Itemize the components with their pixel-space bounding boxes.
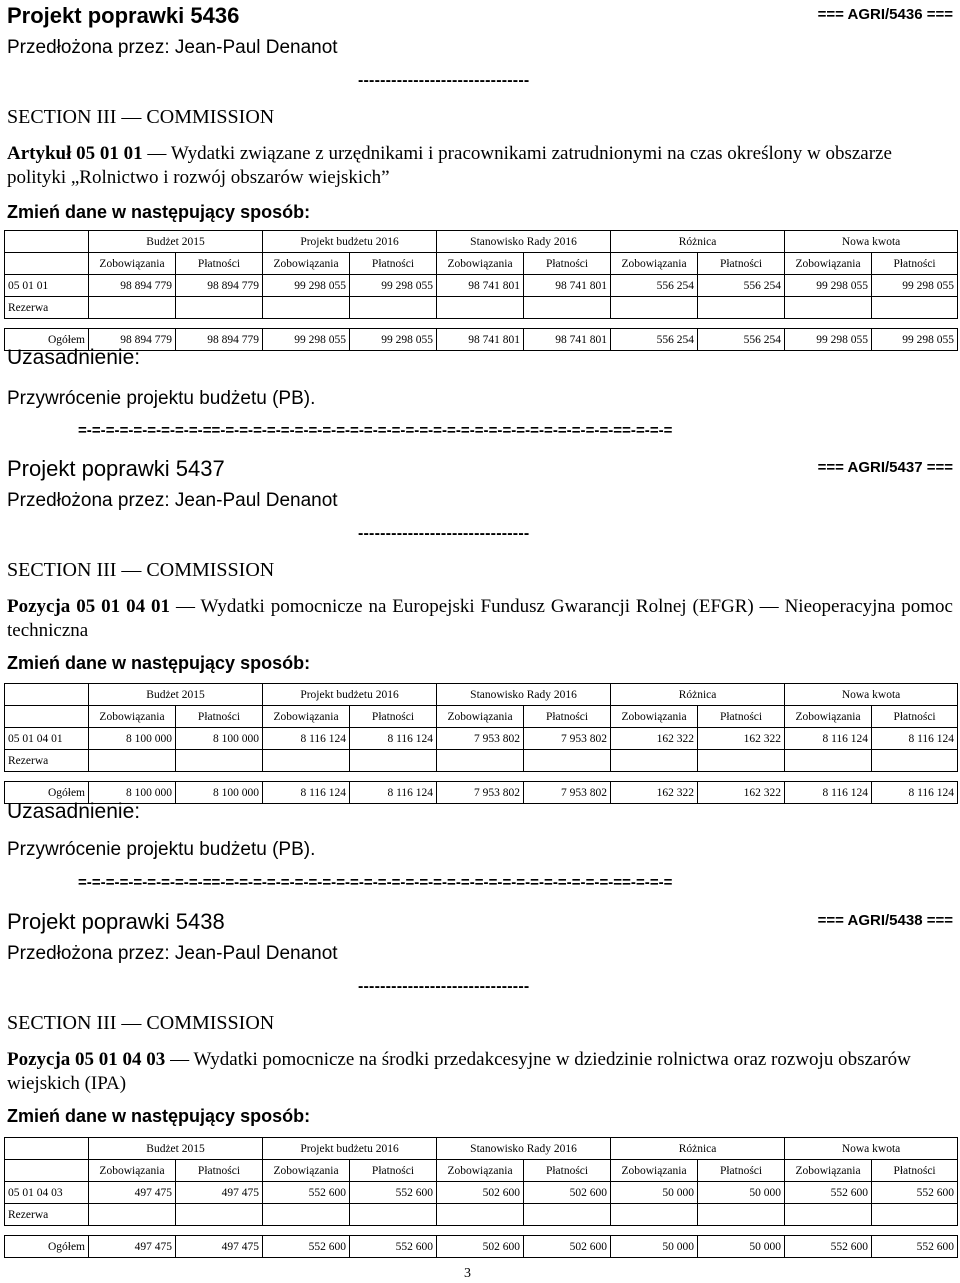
cell: 502 600: [524, 1236, 611, 1258]
justification-label: Uzasadnienie:: [7, 346, 141, 369]
separator-line: =-=-=-=-=-=-=-=-=-==-=-=-=-=-=-=-=-=-=-=-=-=-=-=-=-=-=-=-=-=-=-=-=-=-=-=-=-=-==-=-=-=: [78, 874, 673, 891]
change-label: Zmień dane w następujący sposób:: [7, 653, 311, 673]
group-header: Budżet 2015: [89, 1138, 263, 1160]
change-label: Zmień dane w następujący sposób:: [7, 202, 311, 222]
page-number: 3: [464, 1266, 471, 1281]
table-row: [5, 1182, 958, 1204]
group-header: Budżet 2015: [89, 231, 263, 253]
justification-label: Uzasadnienie:: [7, 800, 141, 823]
cell: 8 116 124: [350, 728, 437, 750]
budget-table: [4, 230, 958, 351]
amendment-reference: === AGRI/5436 ===: [817, 6, 953, 23]
subheader: Zobowiązania: [89, 253, 176, 275]
row-code: 05 01 04 01: [5, 728, 89, 750]
subheader: Zobowiązania: [89, 1160, 176, 1182]
subheader: Zobowiązania: [785, 253, 872, 275]
subheader: Zobowiązania: [89, 706, 176, 728]
subheader: Płatności: [524, 1160, 611, 1182]
subheader: Płatności: [176, 1160, 263, 1182]
subheader: Płatności: [176, 706, 263, 728]
group-header: Projekt budżetu 2016: [263, 1138, 437, 1160]
item-text: — Wydatki związane z urzędnikami i pracownikami zatrudnionymi na czas określony w obszarze polityki „Rolnictwo i rozwój obszarów wiejskich”: [7, 143, 892, 188]
cell: 7 953 802: [524, 728, 611, 750]
cell: 99 298 055: [263, 275, 350, 297]
group-header: Projekt budżetu 2016: [263, 231, 437, 253]
subheader: Zobowiązania: [785, 1160, 872, 1182]
table-row-total: [5, 1236, 958, 1258]
item-label: Artykuł 05 01 01: [7, 143, 143, 164]
cell: 8 116 124: [350, 782, 437, 804]
dash-line: -------------------------------: [358, 978, 530, 995]
cell: 552 600: [785, 1182, 872, 1204]
subheader: Zobowiązania: [785, 706, 872, 728]
cell: 556 254: [698, 275, 785, 297]
table-header-groups: [5, 231, 958, 253]
cell: 98 894 779: [89, 275, 176, 297]
item-text: — Wydatki pomocnicze na środki przedakcesyjne w dziedzinie rolnictwa oraz rozwoju obszarów wiejskich (IPA): [7, 1049, 911, 1094]
subheader: Zobowiązania: [263, 706, 350, 728]
submitted-by: Przedłożona przez: Jean-Paul Denanot: [7, 490, 338, 511]
subheader: Zobowiązania: [611, 1160, 698, 1182]
cell: 8 100 000: [89, 782, 176, 804]
row-code: 05 01 04 03: [5, 1182, 89, 1204]
subheader: Płatności: [350, 253, 437, 275]
submitted-by: Przedłożona przez: Jean-Paul Denanot: [7, 943, 338, 964]
cell: 8 116 124: [785, 782, 872, 804]
header-corner: [5, 231, 89, 253]
subheader: Płatności: [350, 706, 437, 728]
subheader: Zobowiązania: [437, 706, 524, 728]
group-header: Budżet 2015: [89, 684, 263, 706]
dash-line: -------------------------------: [358, 72, 530, 89]
reserve-label: Rezerwa: [5, 1204, 89, 1226]
cell: 162 322: [698, 782, 785, 804]
table-row-total: [5, 782, 958, 804]
dash-line: -------------------------------: [358, 525, 530, 542]
table-row-total: [5, 329, 958, 351]
group-header: Nowa kwota: [785, 231, 958, 253]
cell: 552 600: [785, 1236, 872, 1258]
cell: 98 741 801: [437, 275, 524, 297]
cell: 552 600: [350, 1236, 437, 1258]
cell: 502 600: [437, 1182, 524, 1204]
subheader: Zobowiązania: [263, 1160, 350, 1182]
cell: 99 298 055: [350, 275, 437, 297]
cell: 497 475: [176, 1182, 263, 1204]
table-header-groups: [5, 1138, 958, 1160]
submitted-by: Przedłożona przez: Jean-Paul Denanot: [7, 37, 338, 58]
cell: 8 100 000: [176, 782, 263, 804]
amendment-title: Projekt poprawki 5438: [7, 909, 225, 934]
subheader: Zobowiązania: [611, 253, 698, 275]
cell: 556 254: [698, 329, 785, 351]
cell: 502 600: [437, 1236, 524, 1258]
subheader: Płatności: [698, 706, 785, 728]
table-row: [5, 275, 958, 297]
cell: 552 600: [263, 1236, 350, 1258]
subheader: Płatności: [176, 253, 263, 275]
table-row: [5, 728, 958, 750]
subheader: Płatności: [698, 253, 785, 275]
cell: 99 298 055: [263, 329, 350, 351]
section-heading: SECTION III — COMMISSION: [7, 106, 275, 128]
item-text: — Wydatki pomocnicze na Europejski Fundusz Gwarancji Rolnej (EFGR) — Nieoperacyjna pomoc techniczna: [7, 596, 953, 641]
subheader: Płatności: [872, 253, 958, 275]
group-header: Różnica: [611, 1138, 785, 1160]
amendment-reference: === AGRI/5438 ===: [817, 912, 953, 929]
cell: 50 000: [698, 1236, 785, 1258]
cell: 98 894 779: [176, 329, 263, 351]
budget-item-heading: [7, 142, 953, 190]
table-subheaders: [5, 1160, 958, 1182]
cell: 98 894 779: [89, 329, 176, 351]
item-label: Pozycja 05 01 04 03: [7, 1049, 166, 1070]
cell: 8 116 124: [785, 728, 872, 750]
cell: 50 000: [698, 1182, 785, 1204]
cell: 98 741 801: [437, 329, 524, 351]
cell: 502 600: [524, 1182, 611, 1204]
table-subheaders: [5, 253, 958, 275]
cell: 99 298 055: [872, 275, 958, 297]
budget-item-heading: [7, 595, 953, 643]
reserve-label: Rezerwa: [5, 297, 89, 319]
group-header: Stanowisko Rady 2016: [437, 684, 611, 706]
budget-table: [4, 683, 958, 804]
cell: 552 600: [263, 1182, 350, 1204]
cell: 162 322: [611, 728, 698, 750]
cell: 99 298 055: [785, 329, 872, 351]
total-label: Ogółem: [5, 329, 89, 351]
cell: 98 894 779: [176, 275, 263, 297]
cell: 7 953 802: [437, 782, 524, 804]
cell: 7 953 802: [437, 728, 524, 750]
change-label: Zmień dane w następujący sposób:: [7, 1106, 311, 1126]
subheader: Płatności: [872, 706, 958, 728]
cell: 98 741 801: [524, 275, 611, 297]
cell: 552 600: [872, 1182, 958, 1204]
cell: 8 100 000: [89, 728, 176, 750]
subheader: Płatności: [524, 253, 611, 275]
cell: 8 116 124: [872, 728, 958, 750]
cell: 99 298 055: [872, 329, 958, 351]
subheader: Zobowiązania: [437, 253, 524, 275]
total-label: Ogółem: [5, 782, 89, 804]
group-header: Projekt budżetu 2016: [263, 684, 437, 706]
subheader: Zobowiązania: [437, 1160, 524, 1182]
total-label: Ogółem: [5, 1236, 89, 1258]
header-corner: [5, 684, 89, 706]
cell: 98 741 801: [524, 329, 611, 351]
cell: 556 254: [611, 329, 698, 351]
cell: 8 100 000: [176, 728, 263, 750]
cell: 99 298 055: [785, 275, 872, 297]
header-corner: [5, 706, 89, 728]
subheader: Płatności: [524, 706, 611, 728]
group-header: Nowa kwota: [785, 684, 958, 706]
header-corner: [5, 1138, 89, 1160]
cell: 552 600: [350, 1182, 437, 1204]
header-corner: [5, 1160, 89, 1182]
item-label: Pozycja 05 01 04 01: [7, 596, 171, 617]
justification-text: Przywrócenie projektu budżetu (PB).: [7, 839, 316, 860]
budget-item-heading: [7, 1048, 953, 1096]
group-header: Różnica: [611, 231, 785, 253]
subheader: Płatności: [350, 1160, 437, 1182]
group-header: Nowa kwota: [785, 1138, 958, 1160]
cell: 8 116 124: [263, 728, 350, 750]
separator-line: =-=-=-=-=-=-=-=-=-==-=-=-=-=-=-=-=-=-=-=-=-=-=-=-=-=-=-=-=-=-=-=-=-=-=-=-=-=-==-=-=-=: [78, 422, 673, 439]
cell: 552 600: [872, 1236, 958, 1258]
cell: 8 116 124: [872, 782, 958, 804]
subheader: Zobowiązania: [611, 706, 698, 728]
cell: 556 254: [611, 275, 698, 297]
table-header-groups: [5, 684, 958, 706]
table-row-reserve: [5, 297, 958, 319]
justification-text: Przywrócenie projektu budżetu (PB).: [7, 388, 316, 409]
cell: 497 475: [89, 1236, 176, 1258]
subheader: Płatności: [698, 1160, 785, 1182]
amendment-reference: === AGRI/5437 ===: [817, 459, 953, 476]
cell: 50 000: [611, 1182, 698, 1204]
section-heading: SECTION III — COMMISSION: [7, 1012, 275, 1034]
amendment-title: Projekt poprawki 5436: [7, 3, 240, 28]
group-header: Stanowisko Rady 2016: [437, 1138, 611, 1160]
table-subheaders: [5, 706, 958, 728]
reserve-label: Rezerwa: [5, 750, 89, 772]
cell: 162 322: [611, 782, 698, 804]
budget-table: [4, 1137, 958, 1258]
subheader: Płatności: [872, 1160, 958, 1182]
table-row-reserve: [5, 750, 958, 772]
cell: 497 475: [89, 1182, 176, 1204]
cell: 162 322: [698, 728, 785, 750]
cell: 7 953 802: [524, 782, 611, 804]
subheader: Zobowiązania: [263, 253, 350, 275]
cell: 50 000: [611, 1236, 698, 1258]
cell: 99 298 055: [350, 329, 437, 351]
header-corner: [5, 253, 89, 275]
cell: 8 116 124: [263, 782, 350, 804]
group-header: Stanowisko Rady 2016: [437, 231, 611, 253]
table-row-reserve: [5, 1204, 958, 1226]
section-heading: SECTION III — COMMISSION: [7, 559, 275, 581]
amendment-title: Projekt poprawki 5437: [7, 456, 225, 481]
cell: 497 475: [176, 1236, 263, 1258]
group-header: Różnica: [611, 684, 785, 706]
row-code: 05 01 01: [5, 275, 89, 297]
